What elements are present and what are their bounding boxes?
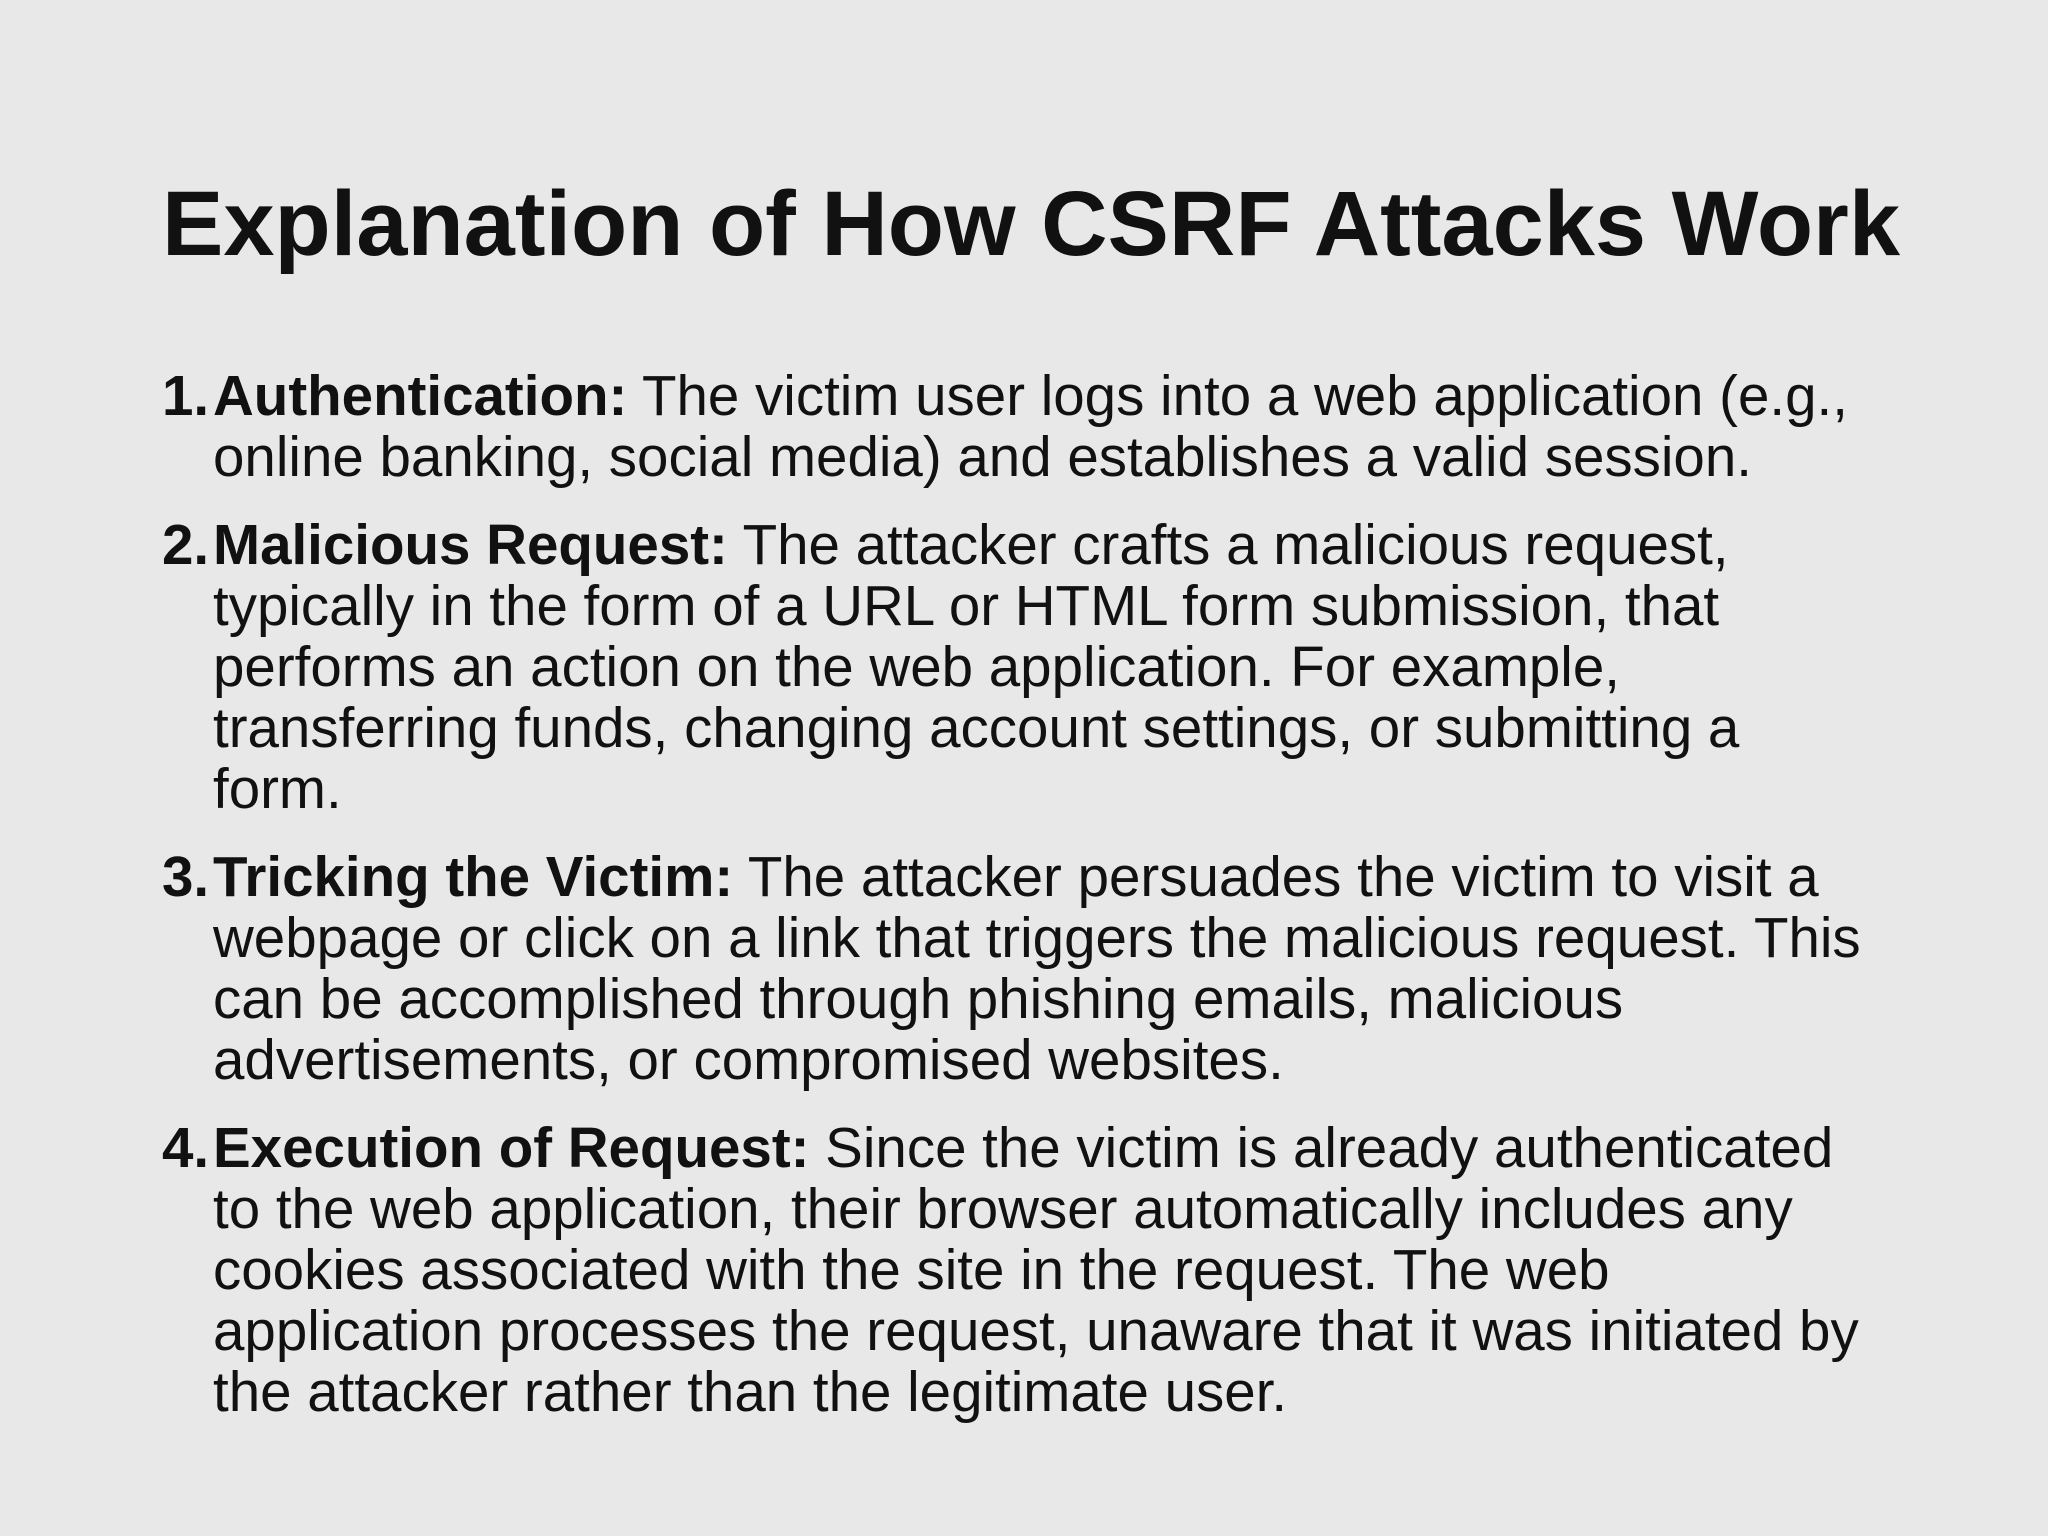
step-term: Execution of Request: bbox=[213, 1116, 810, 1179]
step-term: Authentication: bbox=[213, 364, 628, 427]
step-text: The attacker crafts a malicious request, typically in the form of a URL or HTML form submission, that performs an action on the web application. For example, transferring funds, changing account settings, or submitting a form. bbox=[213, 513, 1740, 820]
step-tricking-the-victim bbox=[162, 846, 1882, 1090]
step-term: Tricking the Victim: bbox=[213, 845, 734, 908]
slide-title: Explanation of How CSRF Attacks Work bbox=[162, 173, 1900, 275]
step-execution-of-request bbox=[162, 1117, 1882, 1422]
step-number: 2. bbox=[162, 513, 210, 576]
step-text: The attacker persuades the victim to visit a webpage or click on a link that triggers the malicious request. This can be accomplished through phishing emails, malicious advertisements, or compromised websites. bbox=[213, 845, 1861, 1091]
step-number: 4. bbox=[162, 1116, 210, 1179]
step-text: Since the victim is already authenticated to the web application, their browser automatically includes any cookies associated with the site in the request. The web application processes the request, unaware that it was initiated by the attacker rather than the legitimate user. bbox=[213, 1116, 1859, 1423]
step-authentication bbox=[162, 365, 1882, 487]
step-text: The victim user logs into a web application (e.g., online banking, social media) and establishes a valid session. bbox=[213, 364, 1848, 488]
step-number: 3. bbox=[162, 845, 210, 908]
step-malicious-request bbox=[162, 514, 1882, 819]
steps-list bbox=[162, 365, 1882, 1449]
step-term: Malicious Request: bbox=[213, 513, 728, 576]
step-number: 1. bbox=[162, 364, 210, 427]
